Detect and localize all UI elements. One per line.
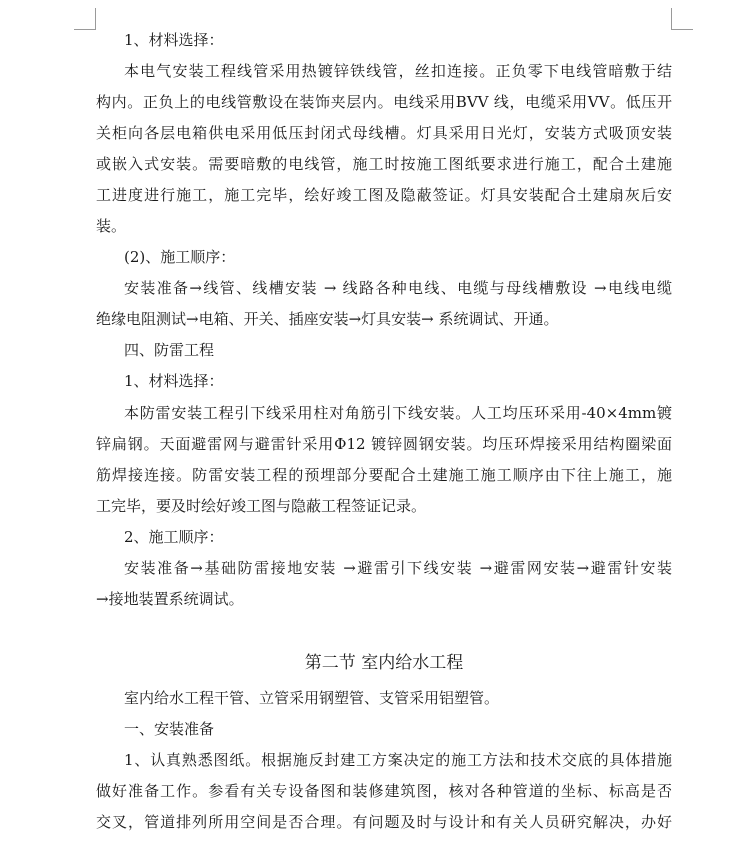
paragraph-line: 安装准备→线管、线槽安装 → 线路各种电线、电缆与母线槽敷设 →电线电缆 <box>124 279 672 297</box>
section-heading: 一、安装准备 <box>124 720 215 738</box>
corner-mark-left-h <box>74 29 96 30</box>
corner-mark-right-h <box>671 29 693 30</box>
paragraph-line: 本防雷安装工程引下线采用柱对角筋引下线安装。人工均压环采用-40×4mm镀 <box>124 404 672 422</box>
paragraph-line: 1、认真熟悉图纸。根据施反封建工方案决定的施工方法和技术交底的具体措施 <box>124 751 672 769</box>
paragraph-line: 1、材料选择： <box>124 31 224 49</box>
chapter-heading: 第二节 室内给水工程 <box>304 653 464 673</box>
paragraph-line: 绝缘电阻测试→电箱、开关、插座安装→灯具安装→ 系统调试、开通。 <box>96 310 559 328</box>
paragraph-line: 工完毕，要及时绘好竣工图与隐蔽工程签证记录。 <box>96 497 427 515</box>
paragraph-line: 工进度进行施工，施工完毕，绘好竣工图及隐蔽签证。灯具安装配合土建扇灰后安 <box>96 186 672 204</box>
paragraph-line: (2)、施工顺序： <box>124 248 236 266</box>
paragraph-line: 室内给水工程干管、立管采用钢塑管、支管采用铝塑管。 <box>124 689 500 707</box>
paragraph-line: 关柜向各层电箱供电采用低压封闭式母线槽。灯具采用日光灯，安装方式吸顶安装 <box>96 124 672 142</box>
section-heading: 四、防雷工程 <box>124 341 215 359</box>
paragraph-line: 锌扁钢。天面避雷网与避雷针采用Φ12 镀锌圆钢安装。均压环焊接采用结构圈梁面 <box>96 435 672 453</box>
paragraph-line: 安装准备→基础防雷接地安装 →避雷引下线安装 →避雷网安装→避雷针安装 <box>124 559 672 577</box>
paragraph-line: 交叉，管道排列所用空间是否合理。有问题及时与设计和有关人员研究解决，办好 <box>96 813 672 831</box>
paragraph-line: 本电气安装工程线管采用热镀锌铁线管，丝扣连接。正负零下电线管暗敷于结 <box>124 62 672 80</box>
paragraph-line: →接地装置系统调试。 <box>96 590 244 608</box>
paragraph-line: 2、施工顺序： <box>124 528 224 546</box>
corner-mark-left-v <box>95 8 96 29</box>
paragraph-line: 1、材料选择： <box>124 372 224 390</box>
paragraph-line: 筋焊接连接。防雷安装工程的预埋部分要配合土建施工施工顺序由下往上施工，施 <box>96 466 672 484</box>
paragraph-line: 构内。正负上的电线管敷设在装饰夹层内。电线采用BVV 线，电缆采用VV。低压开 <box>96 93 672 111</box>
paragraph-line: 或嵌入式安装。需要暗敷的电线管，施工时按施工图纸要求进行施工，配合土建施 <box>96 155 672 173</box>
paragraph-line: 装。 <box>96 217 127 235</box>
paragraph-line: 做好准备工作。参看有关专设备图和装修建筑图，核对各种管道的坐标、标高是否 <box>96 782 672 800</box>
